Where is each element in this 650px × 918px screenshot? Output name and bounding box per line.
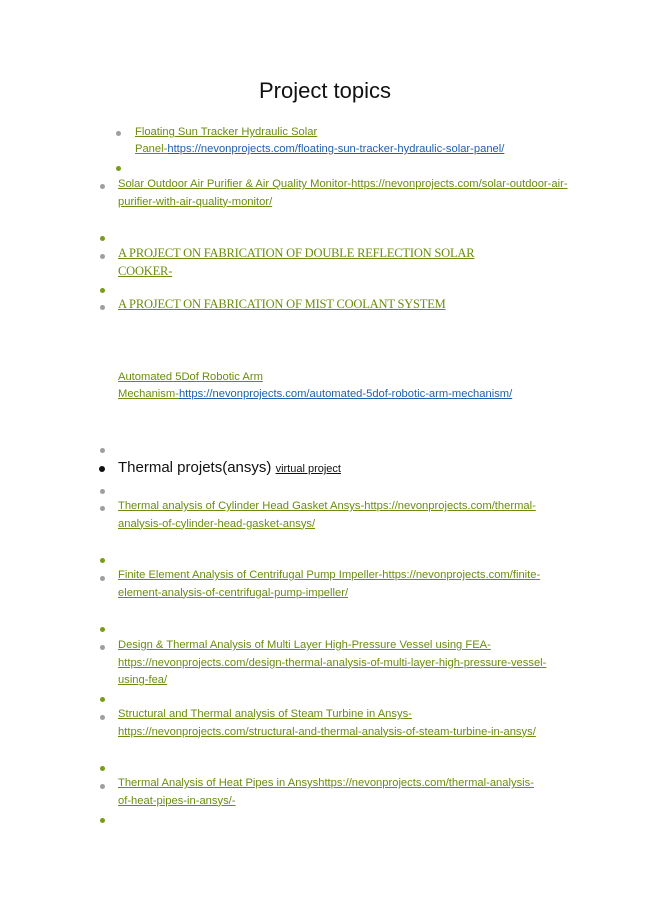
item-link-prefix[interactable]: Mechanism- — [118, 388, 179, 400]
list-item-robotic-arm-url-line[interactable] — [118, 386, 578, 404]
bullet — [100, 254, 105, 259]
list-item-mist-coolant[interactable] — [118, 296, 578, 314]
bullet — [100, 489, 105, 494]
item-link-text[interactable]: A PROJECT ON FABRICATION OF MIST COOLANT SYSTEM — [118, 297, 446, 311]
list-item-robotic-arm[interactable] — [118, 369, 578, 387]
item-link-text[interactable]: Floating Sun Tracker Hydraulic Solar — [135, 126, 318, 138]
item-url[interactable]: https://nevonprojects.com/automated-5dof-robotic-arm-mechanism/ — [178, 388, 513, 400]
item-link-text[interactable]: Finite Element Analysis of Centrifugal Pump Impeller-https://nevonprojects.com/finite-element-analysis-of-centrifugal-pump-impeller/ — [118, 569, 541, 599]
bullet — [99, 466, 105, 472]
list-item-solar-air-purifier[interactable] — [118, 176, 573, 211]
item-link-text[interactable]: Design & Thermal Analysis of Multi Layer High-Pressure Vessel using FEA-https://nevonprojects.com/design-thermal-analysis-of-multi-layer-high-pressure-vessel-using-fea/ — [118, 639, 547, 686]
bullet — [100, 645, 105, 650]
item-link-text[interactable]: A PROJECT ON FABRICATION OF DOUBLE REFLECTION SOLAR COOKER- — [118, 246, 475, 278]
thermal-item-pressure-vessel[interactable] — [118, 637, 573, 690]
bullet — [116, 166, 121, 171]
list-item-floating-sun-tracker[interactable] — [135, 124, 595, 142]
bullet — [100, 558, 105, 563]
item-link-text[interactable]: Thermal Analysis of Heat Pipes in Ansyshttps://nevonprojects.com/thermal-analysis-of-heat-pipes-in-ansys/- — [118, 777, 534, 807]
item-url[interactable]: https://nevonprojects.com/floating-sun-tracker-hydraulic-solar-panel/ — [167, 143, 505, 155]
list-item-floating-sun-tracker-url-line[interactable] — [135, 141, 595, 159]
bullet — [100, 766, 105, 771]
thermal-section-heading — [118, 459, 578, 479]
bullet — [100, 697, 105, 702]
bullet — [116, 131, 121, 136]
bullet — [100, 784, 105, 789]
bullet — [100, 715, 105, 720]
page-title: Project topics — [258, 78, 392, 103]
thermal-item-heat-pipes[interactable] — [118, 775, 538, 810]
thermal-item-pump-impeller[interactable] — [118, 567, 568, 602]
bullet — [100, 448, 105, 453]
item-link-text[interactable]: Thermal analysis of Cylinder Head Gasket Ansys-https://nevonprojects.com/thermal-analysis-of-cylinder-head-gasket-ansys/ — [118, 500, 536, 530]
heading-main: Thermal projets(ansys) — [118, 459, 272, 476]
bullet — [100, 184, 105, 189]
bullet — [100, 236, 105, 241]
bullet — [100, 506, 105, 511]
heading-sub: virtual project — [275, 463, 341, 475]
item-link-prefix[interactable]: Panel- — [135, 143, 168, 155]
thermal-item-cylinder-head[interactable] — [118, 498, 573, 533]
thermal-item-steam-turbine[interactable] — [118, 706, 573, 741]
bullet — [100, 288, 105, 293]
list-item-double-reflection-cooker[interactable] — [118, 245, 528, 280]
bullet — [100, 305, 105, 310]
item-link-text[interactable]: Structural and Thermal analysis of Steam Turbine in Ansys-https://nevonprojects.com/structural-and-thermal-analysis-of-steam-turbine-in-ansys/ — [118, 708, 536, 738]
bullet — [100, 576, 105, 581]
bullet — [100, 627, 105, 632]
item-link-text[interactable]: Solar Outdoor Air Purifier & Air Quality Monitor-https://nevonprojects.com/solar-outdoor-air-purifier-with-air-quality-monitor/ — [118, 178, 568, 208]
bullet — [100, 818, 105, 823]
item-link-text[interactable]: Automated 5Dof Robotic Arm — [118, 371, 263, 383]
